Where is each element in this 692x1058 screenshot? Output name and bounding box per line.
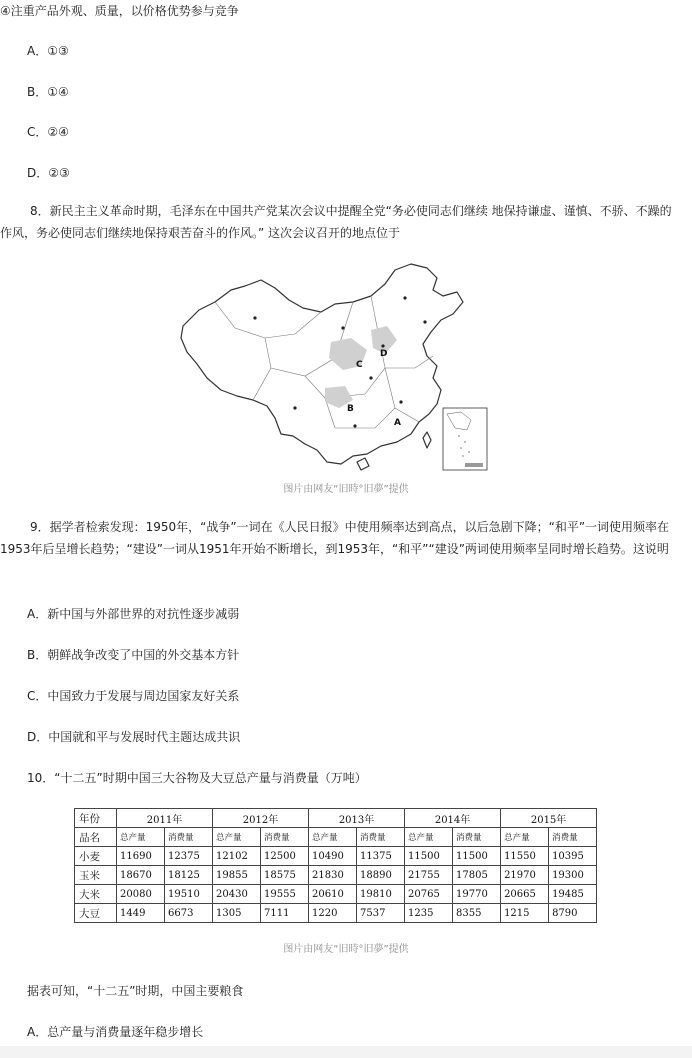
table-cell: 20665 <box>501 885 549 904</box>
sub-header: 消费量 <box>357 828 405 847</box>
grain-table <box>74 808 597 923</box>
table-cell: 1305 <box>213 904 261 923</box>
map-label-a: A <box>394 418 401 428</box>
map-caption: 图片由网友“旧時°旧夢”提供 <box>283 484 409 495</box>
table-cell: 20080 <box>117 885 165 904</box>
table-cell: 8790 <box>549 904 597 923</box>
q7-option-d: D．②③ <box>27 166 70 180</box>
q9-option-a: A．新中国与外部世界的对抗性逐步减弱 <box>27 607 240 621</box>
map-label-d: D <box>380 349 388 359</box>
table-cell: 19810 <box>357 885 405 904</box>
table-cell: 18890 <box>357 866 405 885</box>
year-2011: 2011年 <box>117 809 213 828</box>
q9-option-b: B．朝鲜战争改变了中国的外交基本方针 <box>27 648 240 662</box>
table-cell: 10395 <box>549 847 597 866</box>
row-name: 玉米 <box>75 866 117 885</box>
q9-stem: 9．据学者检索发现：1950年，“战争”一词在《人民日报》中使用频率达到高点，以后急剧下降；“和平”一词使用频率在1953年后呈增长趋势；“建设”一词从1951年开始不断增长，到1953年，“和平”“建设”两词使用频率呈同时增长趋势。这说明 <box>0 520 670 556</box>
table-cell: 1449 <box>117 904 165 923</box>
table-row-soybean <box>75 904 597 923</box>
corner-item-label: 品名 <box>75 828 117 847</box>
q7-option-a: A．①③ <box>27 44 69 58</box>
table-cell: 7111 <box>261 904 309 923</box>
table-cell: 21755 <box>405 866 453 885</box>
table-cell: 19770 <box>453 885 501 904</box>
q10-question: 据表可知，“十二五”时期，中国主要粮食 <box>27 984 244 998</box>
table-cell: 11375 <box>357 847 405 866</box>
table-cell: 19555 <box>261 885 309 904</box>
table-cell: 19300 <box>549 866 597 885</box>
q10-option-a: A．总产量与消费量逐年稳步增长 <box>27 1025 204 1039</box>
table-cell: 11500 <box>405 847 453 866</box>
table-row-corn <box>75 866 597 885</box>
table-cell: 17805 <box>453 866 501 885</box>
table-cell: 12375 <box>165 847 213 866</box>
table-cell: 18670 <box>117 866 165 885</box>
option-4-text: ④注重产品外观、质量，以价格优势参与竞争 <box>0 4 239 18</box>
south-china-sea-inset <box>443 408 487 470</box>
sub-header: 总产量 <box>501 828 549 847</box>
sub-header: 消费量 <box>165 828 213 847</box>
page-bottom-bar <box>0 1046 692 1058</box>
table-cell: 12102 <box>213 847 261 866</box>
table-cell: 20430 <box>213 885 261 904</box>
table-row-wheat <box>75 847 597 866</box>
table-cell: 20610 <box>309 885 357 904</box>
corner-year-label: 年份 <box>75 809 117 828</box>
row-name: 小麦 <box>75 847 117 866</box>
table-caption: 图片由网友“旧時°旧夢”提供 <box>283 944 409 955</box>
q9-option-c: C．中国致力于发展与周边国家友好关系 <box>27 689 240 703</box>
year-2014: 2014年 <box>405 809 501 828</box>
table-subheader-row <box>75 828 597 847</box>
table-cell: 11500 <box>453 847 501 866</box>
table-cell: 19855 <box>213 866 261 885</box>
map-label-b: B <box>347 404 354 414</box>
table-cell: 1220 <box>309 904 357 923</box>
table-cell: 18575 <box>261 866 309 885</box>
sub-header: 消费量 <box>453 828 501 847</box>
sub-header: 消费量 <box>261 828 309 847</box>
q10-stem: 10．“十二五”时期中国三大谷物及大豆总产量与消费量（万吨） <box>27 771 367 785</box>
table-row-rice <box>75 885 597 904</box>
table-cell: 19485 <box>549 885 597 904</box>
table-cell: 8355 <box>453 904 501 923</box>
map-label-c: C <box>356 360 363 370</box>
table-cell: 20765 <box>405 885 453 904</box>
q9-option-d: D．中国就和平与发展时代主题达成共识 <box>27 730 241 744</box>
table-cell: 18125 <box>165 866 213 885</box>
table-cell: 19510 <box>165 885 213 904</box>
year-2012: 2012年 <box>213 809 309 828</box>
table-cell: 6673 <box>165 904 213 923</box>
table-cell: 21830 <box>309 866 357 885</box>
row-name: 大豆 <box>75 904 117 923</box>
q8-stem: 8．新民主主义革命时期，毛泽东在中国共产党某次会议中提醒全党“务必使同志们继续 地保持谦虚、谨慎、不骄、不躁的作风，务必使同志们继续地保持艰苦奋斗的作风。” 这次会议召开的地点位于 <box>0 204 672 240</box>
sub-header: 消费量 <box>549 828 597 847</box>
table-cell: 10490 <box>309 847 357 866</box>
table-cell: 1235 <box>405 904 453 923</box>
q7-option-b: B．①④ <box>27 85 69 99</box>
table-cell: 21970 <box>501 866 549 885</box>
china-map <box>175 258 495 473</box>
table-cell: 1215 <box>501 904 549 923</box>
q7-option-c: C．②④ <box>27 125 69 139</box>
table-cell: 12500 <box>261 847 309 866</box>
table-header-row <box>75 809 597 828</box>
sub-header: 总产量 <box>213 828 261 847</box>
sub-header: 总产量 <box>117 828 165 847</box>
row-name: 大米 <box>75 885 117 904</box>
sub-header: 总产量 <box>309 828 357 847</box>
sub-header: 总产量 <box>405 828 453 847</box>
table-cell: 11690 <box>117 847 165 866</box>
year-2015: 2015年 <box>501 809 597 828</box>
table-cell: 7537 <box>357 904 405 923</box>
year-2013: 2013年 <box>309 809 405 828</box>
table-cell: 11550 <box>501 847 549 866</box>
